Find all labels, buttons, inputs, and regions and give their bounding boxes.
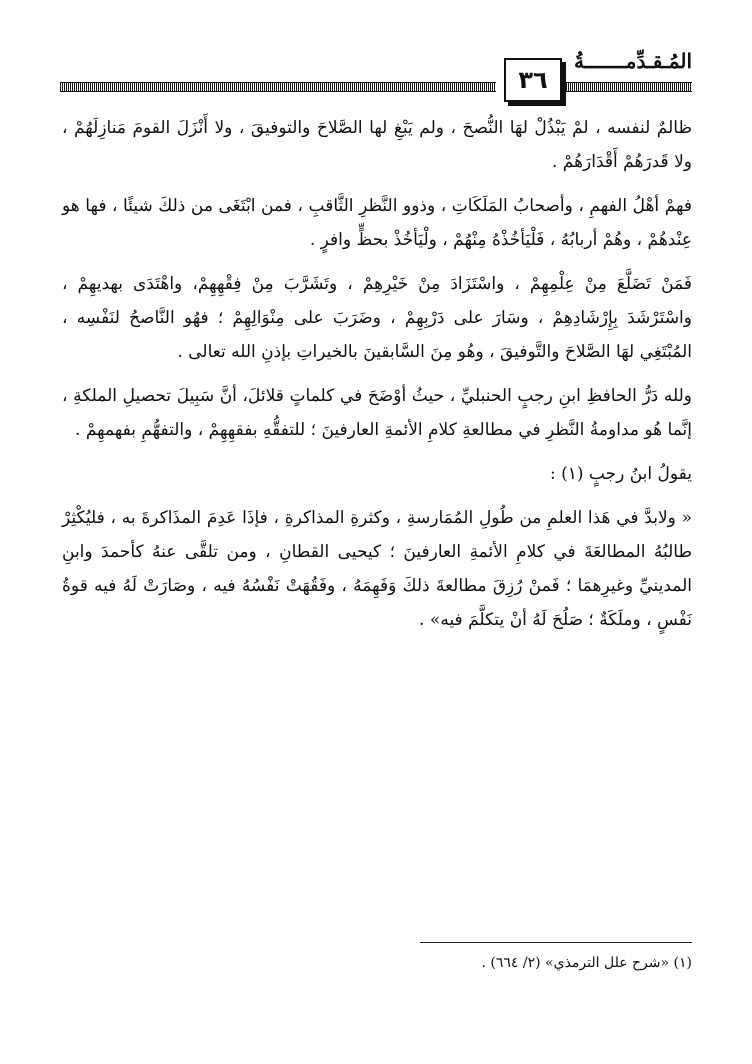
paragraph-3: فَمَنْ تَضَلَّعَ مِنْ عِلْمِهِمْ ، واسْتَزَادَ مِنْ خَيْرِهِمْ ، وتَشَرَّبَ مِنْ فِقْهِهِمْ، واهْتَدَى بهديهِمْ ، واسْتَرْشَدَ بِإِرْشَادِهِمْ ، وسَارَ على دَرْبِهِمْ ، وضَرَبَ على مِنْوَالِهِمْ ؛ فهُو النَّاصحُ لنَفْسِه ، المُبْتَغِي لهَا الصَّلاحَ والتَّوفيقَ ، وهُو مِنَ السَّابقينَ بالخيراتِ بإذنِ الله تعالى . — [62, 274, 692, 362]
paragraph-1: ظالمٌ لنفسه ، لمْ يَبْذُلْ لهَا النُّصحَ ، ولم يَبْغِ لها الصَّلاحَ والتوفيقَ ، ولا أَنْزَلَ القومَ مَنازِلَهُمْ ، ولا قَدرَهُمْ أَقْدَارَهُمْ . — [62, 118, 692, 172]
header-rule-right — [566, 82, 692, 92]
header-rule-left — [60, 82, 496, 92]
footnote: (١) «شرح علل الترمذي» (٢/ ٦٦٤) . — [481, 955, 692, 971]
quote-paragraph: « ولابدَّ في هَذا العلمِ من طُولِ المُمَارسةِ ، وكثرةِ المذاكرةِ ، فإذَا عَدِمَ المذَاكرةَ به ، فليُكْثِرْ طالبُهُ المطالعَةَ في كلامِ الأئمةِ العارفينَ ؛ كيحيى القطانِ ، ومن تلقَّى عنهُ كأحمدَ وابنِ المدينيِّ وغيرِهمَا ؛ فَمنْ رُزِقَ مطالعةَ ذلكَ وَفَهِمَهُ ، وفَقُهَتْ نَفْسُهُ فيه ، وصَارَتْ لَهُ فيه قوةُ نَفْسٍ ، وملَكَةٌ ؛ صَلُحَ لَهُ أنْ يتكلَّمَ فيه» . — [62, 508, 692, 630]
main-text — [62, 111, 692, 637]
page-number: ٣٦ — [504, 58, 562, 102]
page-header — [60, 46, 692, 102]
running-title: المُـقـدِّمـــــــةُ — [574, 49, 692, 73]
footnote-separator — [420, 942, 692, 943]
paragraph-2: فهمْ أهْلُ الفهمِ ، وأصحابُ المَلَكَاتِ ، وذوو النَّظرِ الثَّاقبِ ، فمن ابْتَغَى من ذلكَ شيئًا ، فها هو عِنْدهُمْ ، وهُمْ أربابُهُ ، فَلْيَأخُذْهُ مِنْهُمْ ، ولْيَأخُذْ بحظٍّ وافرٍ . — [62, 196, 692, 250]
paragraph-4: ولله دَرُّ الحافظِ ابنِ رجبٍ الحنبليِّ ، حيثُ أوْضَحَ في كلماتٍ قلائلَ، أنَّ سَبِيلَ تحصيلِ الملكةِ ، إنَّما هُو مداومةُ النَّظرِ في مطالعةِ كلامِ الأئمةِ العارفينَ ؛ للتفقُّهِ بفقهِهِمْ ، والتفهُّمِ بفهمهِمْ . — [62, 386, 692, 440]
quote-intro: يقولُ ابنُ رجبٍ (١) : — [549, 464, 692, 484]
